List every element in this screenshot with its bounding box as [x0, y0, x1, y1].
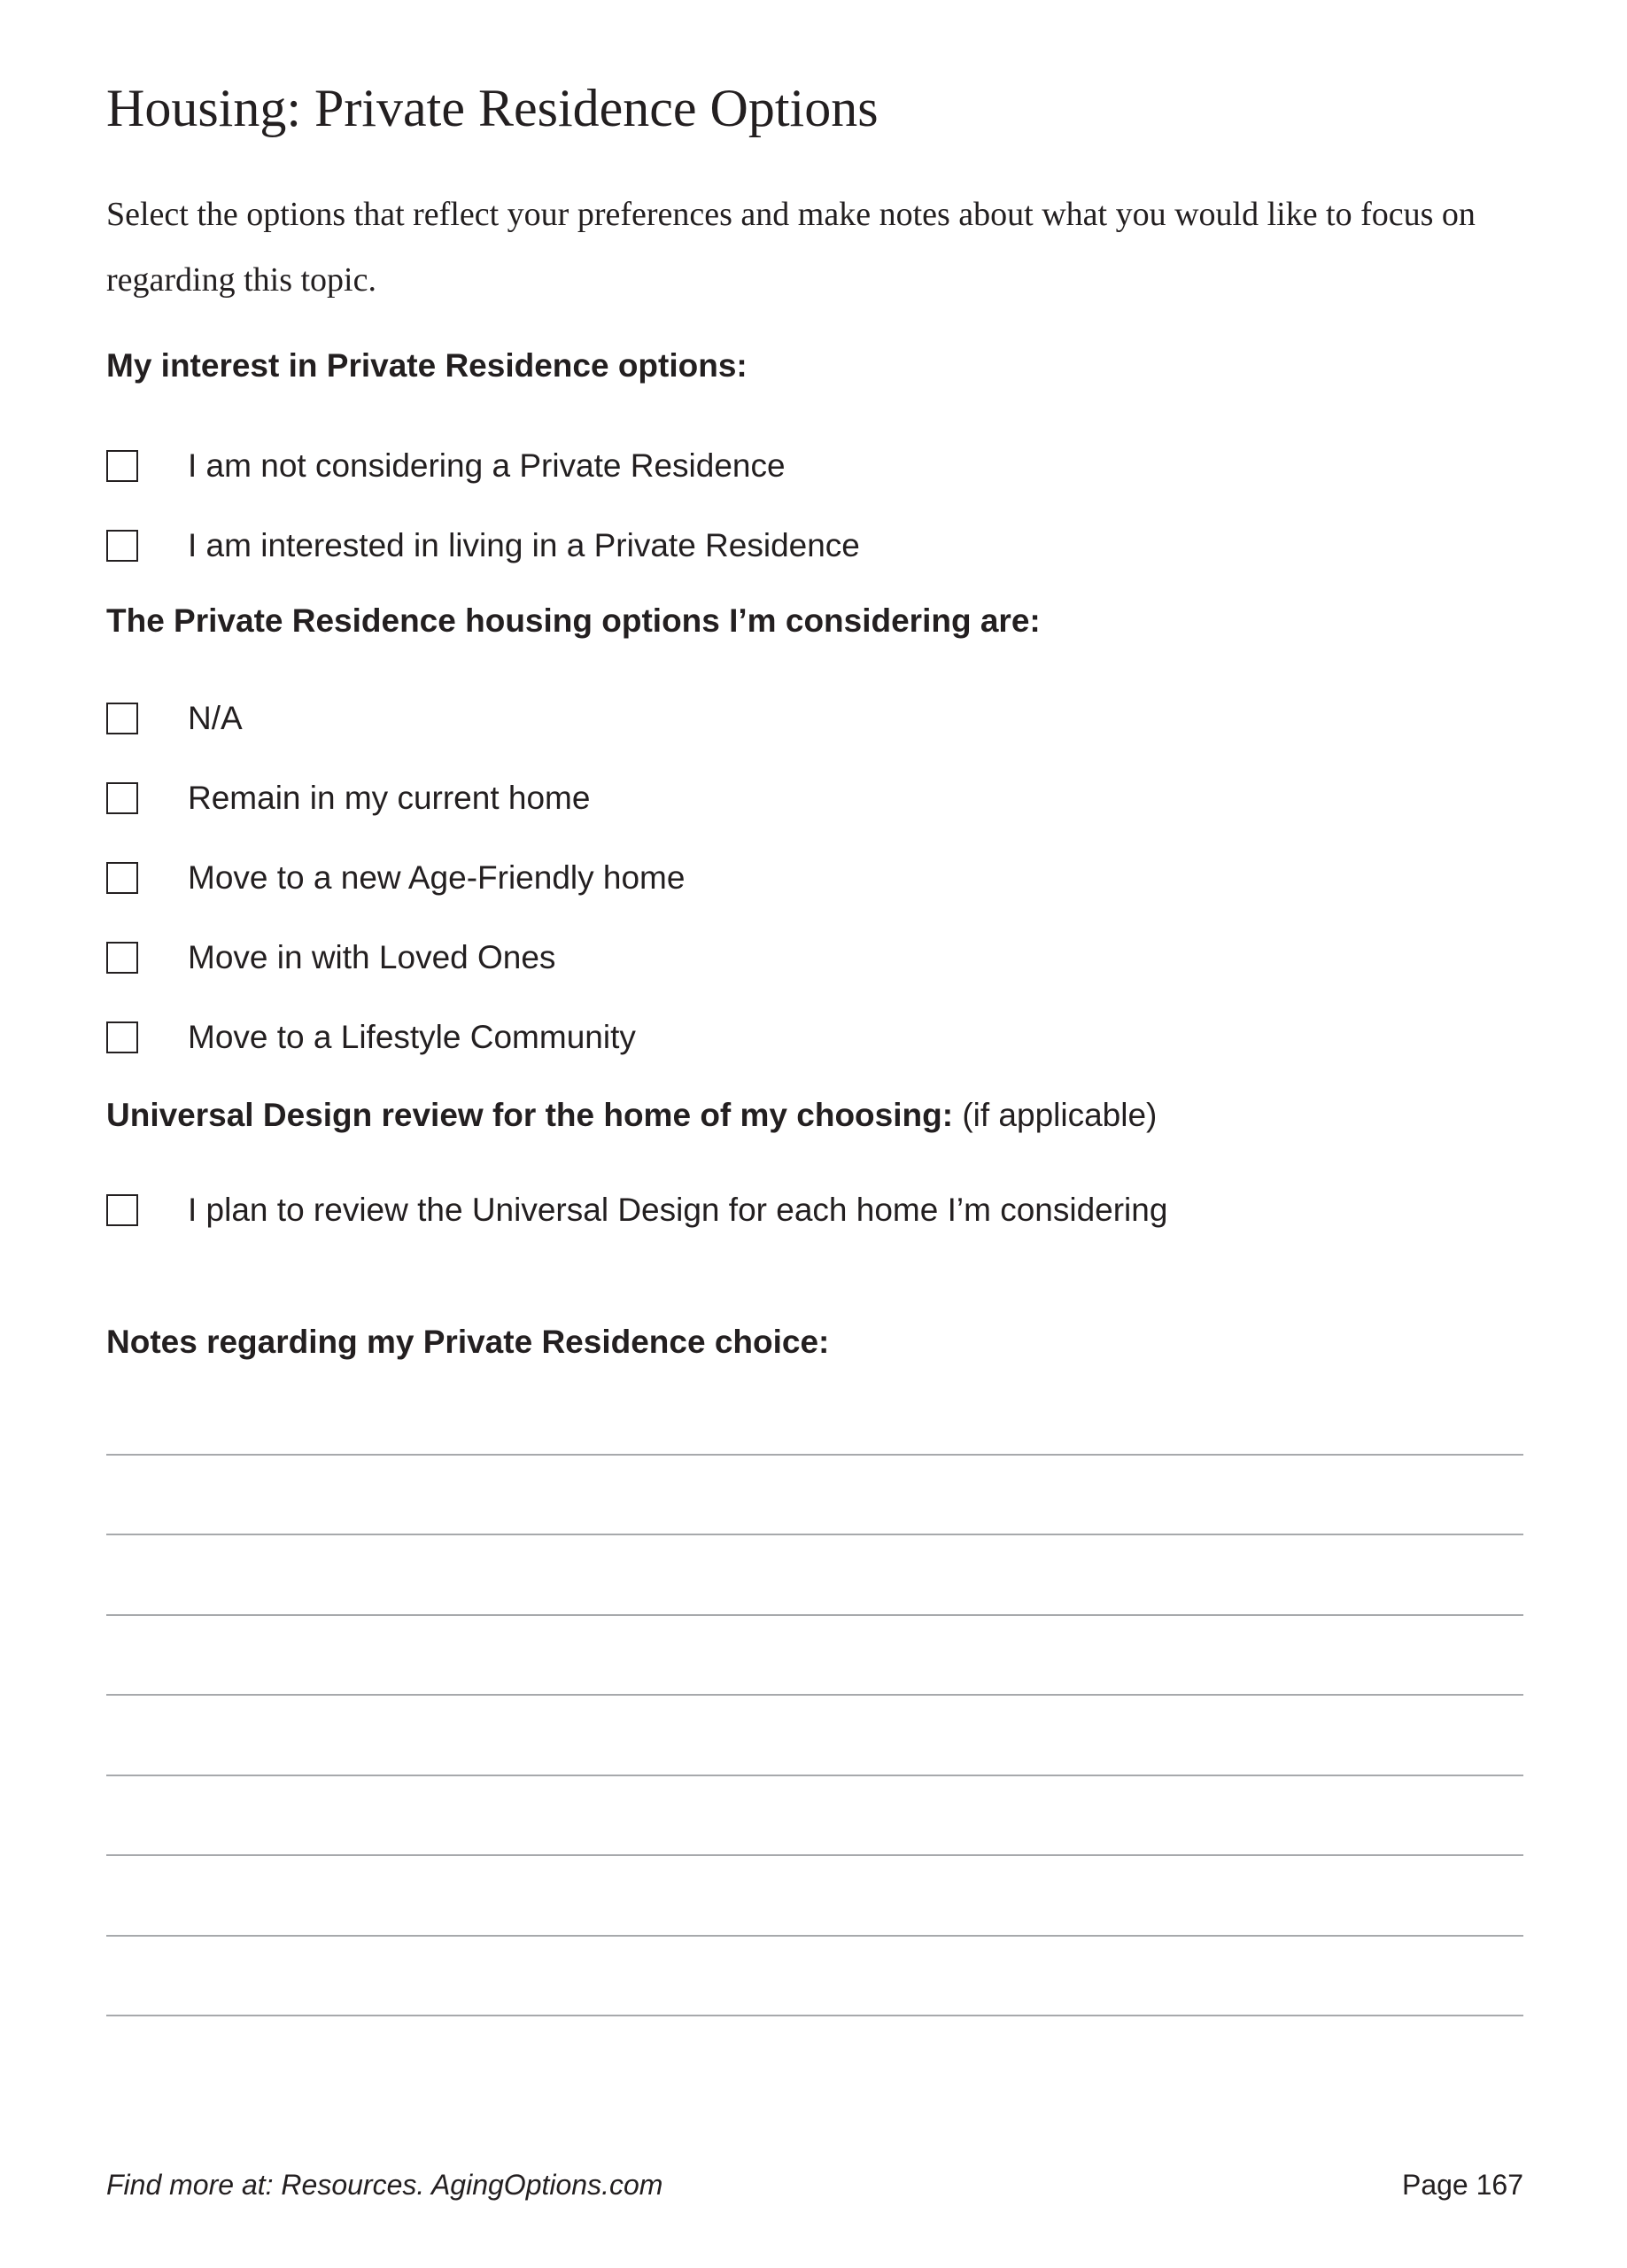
notes-line[interactable] [106, 1614, 1523, 1616]
notes-line[interactable] [106, 1854, 1523, 1856]
universal-design-heading [106, 1097, 1157, 1134]
housing-options-heading: The Private Residence housing options I’m considering are: [106, 602, 1041, 639]
notes-line[interactable] [106, 1935, 1523, 1937]
document-page [106, 0, 1523, 2268]
option-remain-home[interactable] [106, 780, 590, 817]
notes-line[interactable] [106, 1694, 1523, 1696]
option-label: Move to a Lifestyle Community [188, 1019, 636, 1055]
notes-line[interactable] [106, 1775, 1523, 1776]
option-label: Move to a new Age-Friendly home [188, 859, 686, 896]
footer-resources: Find more at: Resources. AgingOptions.com [106, 2169, 663, 2201]
notes-line[interactable] [106, 1454, 1523, 1456]
option-label: I am not considering a Private Residence [188, 447, 786, 484]
checkbox[interactable] [106, 862, 138, 894]
option-label: Move in with Loved Ones [188, 939, 556, 975]
page-title: Housing: Private Residence Options [106, 79, 879, 137]
option-na[interactable] [106, 700, 243, 737]
option-label: N/A [188, 700, 243, 736]
checkbox[interactable] [106, 450, 138, 482]
option-label: I am interested in living in a Private Residence [188, 527, 860, 563]
option-label: Remain in my current home [188, 780, 591, 816]
option-age-friendly-home[interactable] [106, 859, 685, 897]
checkbox[interactable] [106, 1194, 138, 1226]
checkbox[interactable] [106, 703, 138, 734]
notes-line[interactable] [106, 2015, 1523, 2016]
universal-design-heading-note: (if applicable) [962, 1097, 1158, 1133]
checkbox[interactable] [106, 530, 138, 562]
checkbox[interactable] [106, 782, 138, 814]
option-label: I plan to review the Universal Design for each home I’m considering [188, 1192, 1168, 1228]
notes-line[interactable] [106, 1534, 1523, 1535]
option-universal-design-review[interactable] [106, 1192, 1167, 1229]
universal-design-heading-text: Universal Design review for the home of my choosing: [106, 1097, 954, 1133]
page-number: Page 167 [1401, 2169, 1523, 2201]
option-loved-ones[interactable] [106, 939, 555, 976]
notes-heading: Notes regarding my Private Residence choice: [106, 1324, 830, 1360]
checkbox[interactable] [106, 1021, 138, 1053]
option-not-considering[interactable] [106, 447, 786, 485]
option-interested[interactable] [106, 527, 860, 564]
interest-heading: My interest in Private Residence options: [106, 347, 748, 384]
intro-text: Select the options that reflect your preferences and make notes about what you would like to focus on regarding this topic. [106, 196, 1476, 299]
option-lifestyle-community[interactable] [106, 1019, 636, 1056]
checkbox[interactable] [106, 942, 138, 974]
